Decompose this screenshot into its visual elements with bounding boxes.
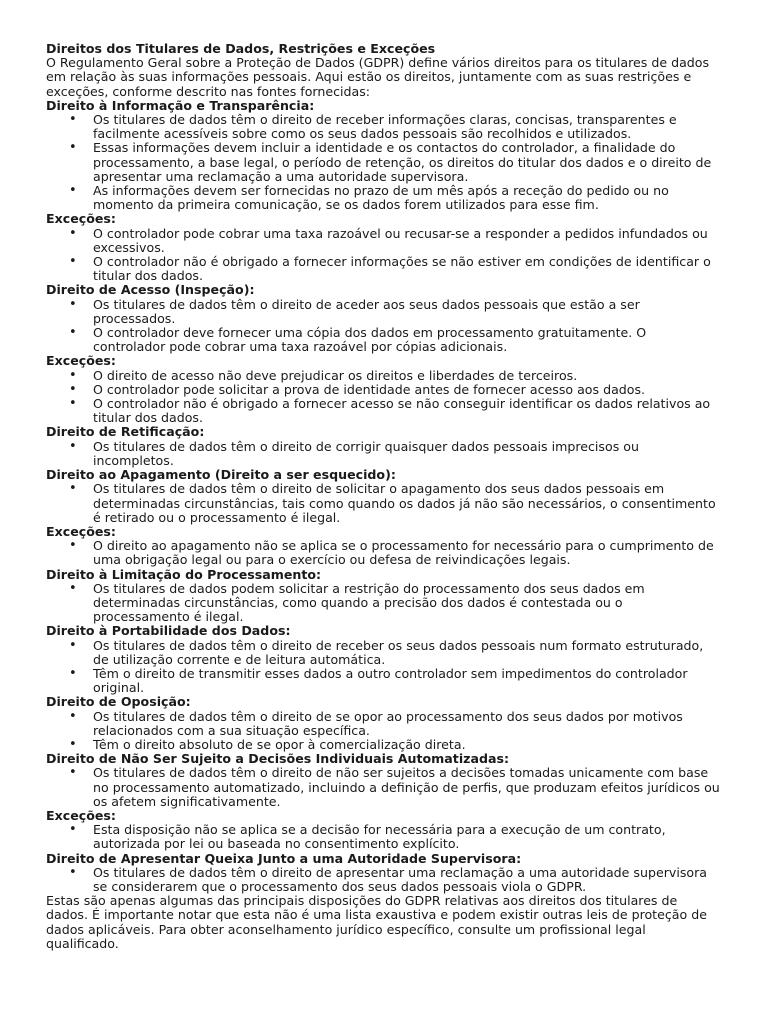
section-heading: Direito de Acesso (Inspeção): [46, 282, 255, 298]
document-title: Direitos dos Titulares de Dados, Restrições e Exceções [46, 41, 436, 56]
bullet-list [46, 710, 722, 753]
bullet-list [46, 113, 722, 212]
bullet-list [46, 539, 722, 567]
bullet-list [46, 298, 722, 355]
bullet-list [46, 440, 722, 468]
list-item: • Os titulares de dados têm o direito de receber os seus dados pessoais num formato estruturado, de utilização corrente e de leitura automática. [93, 639, 722, 667]
bullet-list [46, 482, 722, 525]
list-item: • Essas informações devem incluir a identidade e os contactos do controlador, a finalidade do processamento, a base legal, o período de retenção, os direitos do titular dos dados e o direito de apresentar uma reclamação a uma autoridade supervisora. [93, 141, 722, 184]
bullet-list [46, 369, 722, 426]
section-heading: Direito de Apresentar Queixa Junto a uma Autoridade Supervisora: [46, 850, 522, 866]
section-restriction [46, 568, 722, 625]
section-heading: Direito à Portabilidade dos Dados: [46, 623, 291, 639]
list-item: • Têm o direito absoluto de se opor à comercialização direta. [93, 738, 722, 752]
section-heading: Direito de Retificação: [46, 424, 205, 440]
list-item: • O controlador não é obrigado a fornecer acesso se não conseguir identificar os dados relativos ao titular dos dados. [93, 397, 722, 425]
section-complaint [46, 852, 722, 895]
list-item: • Os titulares de dados têm o direito de apresentar uma reclamação a uma autoridade supervisora se considerarem que o processamento dos seus dados pessoais viola o GDPR. [93, 866, 722, 894]
list-item: • O direito de acesso não deve prejudicar os direitos e liberdades de terceiros. [93, 369, 722, 383]
bullet-list [46, 866, 722, 894]
list-item: • O controlador deve fornecer uma cópia dos dados em processamento gratuitamente. O controlador pode cobrar uma taxa razoável por cópias adicionais. [93, 326, 722, 354]
list-item: • Os titulares de dados podem solicitar a restrição do processamento dos seus dados em determinadas circunstâncias, como quando a precisão dos dados é contestada ou o processamento é ilegal. [93, 582, 722, 625]
section-rectification [46, 425, 722, 468]
list-item: • O controlador pode solicitar a prova de identidade antes de fornecer acesso aos dados. [93, 383, 722, 397]
section-portability [46, 624, 722, 695]
list-item: • Os titulares de dados têm o direito de aceder aos seus dados pessoais que estão a ser processados. [93, 298, 722, 326]
list-item: • Os titulares de dados têm o direito de corrigir quaisquer dados pessoais imprecisos ou incompletos. [93, 440, 722, 468]
section-exceptions-automated [46, 809, 722, 852]
bullet-list [46, 582, 722, 625]
list-item: • As informações devem ser fornecidas no prazo de um mês após a receção do pedido ou no momento da primeira comunicação, se os dados forem utilizados para esse fim. [93, 184, 722, 212]
bullet-list [46, 823, 722, 851]
list-item: • O direito ao apagamento não se aplica se o processamento for necessário para o cumprimento de uma obrigação legal ou para o exercício ou defesa de reivindicações legais. [93, 539, 722, 567]
section-heading: Direito ao Apagamento (Direito a ser esquecido): [46, 467, 396, 483]
list-item: • Os titulares de dados têm o direito de se opor ao processamento dos seus dados por motivos relacionados com a sua situação específica. [93, 710, 722, 738]
list-item: • Os titulares de dados têm o direito de receber informações claras, concisas, transparentes e facilmente acessíveis sobre como os seus dados pessoais são recolhidos e utilizados. [93, 113, 722, 141]
section-heading: Direito de Não Ser Sujeito a Decisões Individuais Automatizadas: [46, 751, 510, 767]
section-heading: Exceções: [46, 353, 116, 369]
section-objection [46, 695, 722, 752]
section-exceptions-erasure [46, 525, 722, 568]
section-automated-decisions [46, 752, 722, 809]
list-item: • O controlador não é obrigado a fornecer informações se não estiver em condições de identificar o titular dos dados. [93, 255, 722, 283]
list-item: • Os titulares de dados têm o direito de não ser sujeitos a decisões tomadas unicamente com base no processamento automatizado, incluindo a definição de perfis, que produzam efeitos jurídicos ou os afetem significativamente. [93, 766, 722, 809]
section-erasure [46, 468, 722, 525]
section-heading: Direito de Oposição: [46, 694, 191, 710]
section-information-transparency [46, 99, 722, 213]
bullet-list [46, 227, 722, 284]
section-access [46, 283, 722, 354]
section-heading: Direito à Limitação do Processamento: [46, 566, 322, 582]
document-intro: O Regulamento Geral sobre a Proteção de Dados (GDPR) define vários direitos para os titulares de dados em relação às suas informações pessoais. Aqui estão os direitos, juntamente com as suas restrições e exceções, conforme descrito nas fontes fornecidas: [46, 55, 710, 99]
list-item: • Esta disposição não se aplica se a decisão for necessária para a execução de um contrato, autorizada por lei ou baseada no consentimento explícito. [93, 823, 722, 851]
bullet-list [46, 639, 722, 696]
list-item: • O controlador pode cobrar uma taxa razoável ou recusar-se a responder a pedidos infundados ou excessivos. [93, 227, 722, 255]
list-item: • Os titulares de dados têm o direito de solicitar o apagamento dos seus dados pessoais em determinadas circunstâncias, tais como quando os dados já não são necessários, o consentimento é retirado ou o processamento é ilegal. [93, 482, 722, 525]
document-closing: Estas são apenas algumas das principais disposições do GDPR relativas aos direitos dos titulares de dados. É importante notar que esta não é uma lista exaustiva e podem existir outras leis de proteção de dados aplicáveis. Para obter aconselhamento jurídico específico, consulte um profissional legal qualificado. [46, 893, 707, 951]
section-heading: Exceções: [46, 807, 116, 823]
section-exceptions-information [46, 212, 722, 283]
section-heading: Exceções: [46, 211, 116, 227]
section-heading: Exceções: [46, 523, 116, 539]
section-exceptions-access [46, 354, 722, 425]
bullet-list [46, 766, 722, 809]
list-item: • Têm o direito de transmitir esses dados a outro controlador sem impedimentos do controlador original. [93, 667, 722, 695]
section-heading: Direito à Informação e Transparência: [46, 97, 315, 113]
